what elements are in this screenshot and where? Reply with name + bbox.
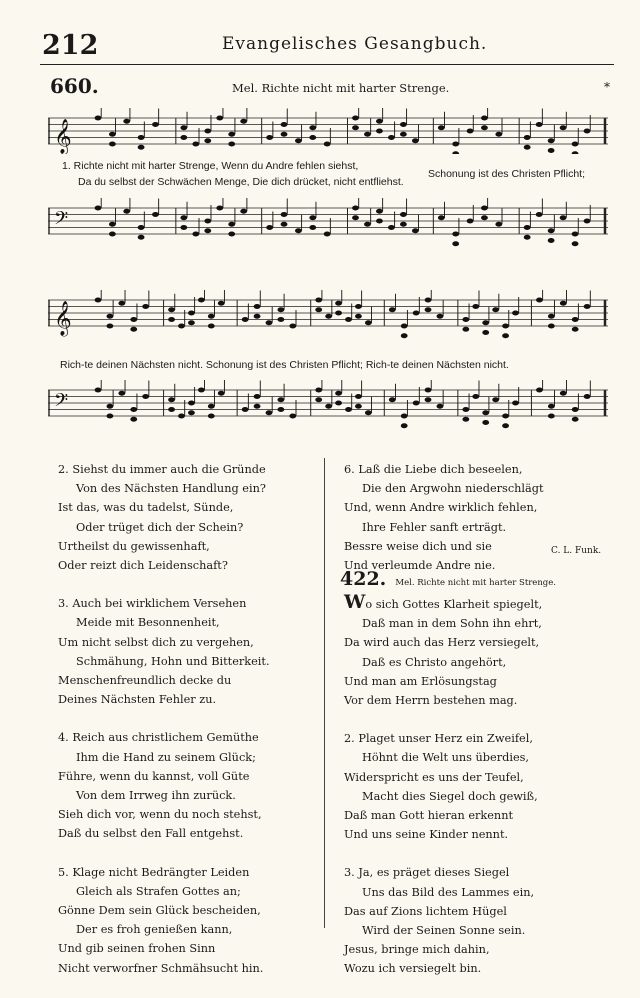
- verse-line: Schmähung, Hohn und Bitterkeit.: [76, 654, 270, 668]
- note-head: [345, 317, 352, 322]
- note-head: [309, 215, 316, 220]
- note-head: [240, 209, 247, 214]
- note-head: [437, 314, 444, 319]
- verse-line: 4. Reich aus christlichem Gemüthe: [58, 731, 259, 745]
- note-head: [180, 125, 187, 130]
- note-head: [107, 414, 114, 419]
- note-head: [482, 410, 489, 415]
- note-head: [324, 142, 331, 147]
- bass-staff-1: [48, 198, 614, 248]
- note-head: [481, 125, 488, 130]
- note-head: [192, 232, 199, 237]
- note-head: [492, 397, 499, 402]
- note-head: [560, 215, 567, 220]
- note-head: [168, 317, 175, 322]
- note-head: [130, 317, 137, 322]
- note-head: [168, 397, 175, 402]
- note-head: [401, 414, 408, 419]
- stanza-4: [58, 728, 318, 843]
- note-head: [438, 215, 445, 220]
- note-head: [208, 324, 215, 329]
- note-head: [180, 135, 187, 140]
- note-head: [502, 423, 509, 428]
- note-head: [502, 324, 509, 329]
- header-rule: [40, 64, 614, 65]
- note-head: [365, 320, 372, 325]
- page-number: 212: [42, 30, 99, 61]
- note-head: [481, 215, 488, 220]
- note-head: [524, 135, 531, 140]
- verse-line: Oder trüget dich der Schein?: [76, 520, 244, 534]
- note-head: [400, 132, 407, 137]
- note-head: [242, 407, 249, 412]
- verse-line: Daß es Christo angehört,: [362, 655, 507, 669]
- note-head: [216, 206, 223, 211]
- note-head: [254, 314, 261, 319]
- verse-line: Meide mit Besonnenheit,: [76, 616, 220, 630]
- note-head: [400, 222, 407, 227]
- note-head: [495, 132, 502, 137]
- note-head: [389, 397, 396, 402]
- verse-line: Macht dies Siegel doch gewiß,: [362, 789, 538, 803]
- note-head: [584, 304, 591, 309]
- melody-note: Mel. Richte nicht mit harter Strenge.: [395, 578, 556, 588]
- verse-line: Und verleumde Andre nie.: [344, 559, 496, 573]
- verse-line: 3. Auch bei wirklichem Versehen: [58, 597, 247, 611]
- note-head: [218, 391, 225, 396]
- treble-clef-icon: 𝄞: [54, 119, 72, 154]
- note-head: [355, 304, 362, 309]
- note-head: [437, 404, 444, 409]
- verse-line: Ist das, was du tadelst, Sünde,: [58, 501, 234, 515]
- note-head: [109, 142, 116, 147]
- note-head: [467, 129, 474, 134]
- note-head: [335, 401, 342, 406]
- note-head: [388, 135, 395, 140]
- note-head: [266, 225, 273, 230]
- note-head: [524, 225, 531, 230]
- note-head: [572, 151, 579, 154]
- verse-line: Und gib seinen frohen Sinn: [58, 942, 216, 956]
- treble-clef-icon: 𝄞: [54, 301, 72, 336]
- stanza-3: [58, 594, 318, 709]
- author-credit: C. L. Funk.: [551, 546, 602, 556]
- note-head: [324, 232, 331, 237]
- running-title: Evangelisches Gesangbuch.: [222, 34, 488, 54]
- note-head: [412, 138, 419, 143]
- note-head: [413, 401, 420, 406]
- drop-cap: W: [344, 591, 366, 613]
- note-head: [109, 222, 116, 227]
- note-head: [142, 304, 149, 309]
- note-head: [524, 145, 531, 150]
- note-head: [123, 209, 130, 214]
- note-head: [548, 314, 555, 319]
- note-head: [495, 222, 502, 227]
- note-head: [364, 222, 371, 227]
- note-head: [228, 142, 235, 147]
- note-head: [355, 314, 362, 319]
- verse-line: Wozu ich versiegelt bin.: [344, 962, 482, 976]
- note-head: [295, 138, 302, 143]
- verse-line: Von des Nächsten Handlung ein?: [76, 482, 266, 496]
- note-head: [412, 228, 419, 233]
- note-head: [216, 116, 223, 121]
- verse-line: Vor dem Herrn bestehen mag.: [344, 694, 518, 708]
- note-head: [242, 317, 249, 322]
- verse-line: Um nicht selbst dich zu vergehen,: [58, 635, 254, 649]
- lyric-line-1: 1. Richte nicht mit harter Strenge, Wenn du Andre fehlen siehst,: [62, 160, 359, 172]
- verse-line: Da wird auch das Herz versiegelt,: [344, 636, 540, 650]
- note-head: [352, 215, 359, 220]
- note-head: [192, 142, 199, 147]
- lyric-line-2: Da du selbst der Schwächen Menge, Die dich drücket, nicht entfliehst.: [78, 176, 404, 188]
- note-head: [365, 410, 372, 415]
- verse-line: Und uns seine Kinder nennt.: [344, 828, 509, 842]
- note-head: [204, 219, 211, 224]
- note-head: [425, 388, 432, 393]
- note-head: [325, 314, 332, 319]
- note-head: [277, 307, 284, 312]
- note-head: [315, 397, 322, 402]
- note-head: [198, 298, 205, 303]
- note-head: [309, 125, 316, 130]
- note-head: [467, 219, 474, 224]
- note-head: [462, 327, 469, 332]
- note-head: [524, 235, 531, 240]
- note-head: [204, 138, 211, 143]
- verse-line: Bessre weise dich und sie: [344, 539, 492, 553]
- note-head: [548, 404, 555, 409]
- note-head: [572, 317, 579, 322]
- note-head: [188, 320, 195, 325]
- note-head: [95, 388, 102, 393]
- verse-line: Oder reizt dich Leidenschaft?: [58, 559, 228, 573]
- verse-line: 3. Ja, es präget dieses Siegel: [344, 866, 510, 880]
- note-head: [254, 304, 261, 309]
- note-head: [376, 209, 383, 214]
- verse-line: Höhnt die Welt uns überdies,: [362, 751, 530, 765]
- note-head: [560, 391, 567, 396]
- note-head: [107, 324, 114, 329]
- note-head: [548, 238, 555, 243]
- verse-line: Die den Argwohn niederschlägt: [362, 482, 544, 496]
- note-head: [572, 327, 579, 332]
- note-head: [266, 410, 273, 415]
- note-head: [254, 404, 261, 409]
- note-head: [502, 333, 509, 338]
- note-head: [335, 311, 342, 316]
- note-head: [376, 129, 383, 134]
- note-head: [130, 407, 137, 412]
- note-head: [452, 151, 459, 154]
- note-head: [180, 215, 187, 220]
- note-head: [152, 122, 159, 127]
- verse-line: Daß du selbst den Fall entgehst.: [58, 827, 244, 841]
- note-head: [425, 397, 432, 402]
- stanza-3: [344, 863, 624, 978]
- note-head: [95, 206, 102, 211]
- note-head: [425, 307, 432, 312]
- note-head: [462, 317, 469, 322]
- note-head: [572, 417, 579, 422]
- note-head: [138, 225, 145, 230]
- stanza-5: [58, 863, 318, 978]
- note-head: [401, 423, 408, 428]
- note-head: [462, 407, 469, 412]
- note-head: [548, 148, 555, 153]
- verse-line: Widerspricht es uns der Teufel,: [344, 770, 524, 784]
- verse-line: 2. Siehst du immer auch die Gründe: [58, 463, 266, 476]
- note-head: [188, 401, 195, 406]
- note-head: [548, 228, 555, 233]
- note-head: [512, 311, 519, 316]
- hymn-422-text: [344, 593, 624, 998]
- stanza-2: [344, 729, 624, 844]
- note-head: [325, 404, 332, 409]
- note-head: [536, 298, 543, 303]
- lyric-line-right: Schonung ist des Christen Pflicht;: [428, 168, 585, 180]
- note-head: [118, 301, 125, 306]
- note-head: [281, 122, 288, 127]
- note-head: [536, 122, 543, 127]
- note-head: [277, 317, 284, 322]
- note-head: [462, 417, 469, 422]
- note-head: [315, 298, 322, 303]
- note-head: [152, 212, 159, 217]
- column-divider: [324, 458, 325, 928]
- melody-note: Mel. Richte nicht mit harter Strenge.: [232, 81, 450, 95]
- note-head: [352, 125, 359, 130]
- note-head: [364, 132, 371, 137]
- hymn-number: 660.: [50, 74, 99, 98]
- verse-line: Daß man in dem Sohn ihn ehrt,: [362, 617, 542, 631]
- verse-line: Nicht verworfner Schmähsucht hin.: [58, 961, 264, 975]
- verse-line: Von dem Irrweg ihn zurück.: [76, 789, 236, 803]
- verse-line: Der es froh genießen kann,: [76, 923, 233, 937]
- verse-line: Deines Nächsten Fehler zu.: [58, 693, 217, 707]
- note-head: [204, 129, 211, 134]
- note-head: [472, 394, 479, 399]
- verse-line: Und man am Erlösungstag: [344, 674, 497, 688]
- note-head: [345, 407, 352, 412]
- note-head: [572, 232, 579, 237]
- note-head: [572, 142, 579, 147]
- note-head: [281, 212, 288, 217]
- note-head: [289, 414, 296, 419]
- note-head: [309, 135, 316, 140]
- note-head: [277, 397, 284, 402]
- note-head: [107, 314, 114, 319]
- verse-line: Wird der Seinen Sonne sein.: [362, 924, 526, 938]
- note-head: [389, 307, 396, 312]
- stanza-2: [58, 460, 318, 575]
- note-head: [123, 119, 130, 124]
- note-head: [355, 394, 362, 399]
- note-head: [376, 219, 383, 224]
- note-head: [560, 125, 567, 130]
- verse-line: Und, wenn Andre wirklich fehlen,: [344, 501, 538, 515]
- verse-line: Urtheilst du gewissenhaft,: [58, 539, 210, 553]
- note-head: [266, 135, 273, 140]
- note-head: [388, 225, 395, 230]
- note-head: [401, 324, 408, 329]
- note-head: [168, 307, 175, 312]
- note-head: [309, 225, 316, 230]
- note-head: [400, 122, 407, 127]
- note-head: [228, 232, 235, 237]
- note-head: [482, 320, 489, 325]
- note-head: [512, 401, 519, 406]
- note-head: [138, 145, 145, 150]
- note-head: [438, 125, 445, 130]
- verse-line: Wo sich Gottes Klarheit spiegelt,: [344, 591, 543, 613]
- verse-line: Führe, wenn du kannst, voll Güte: [58, 769, 250, 783]
- note-head: [413, 311, 420, 316]
- note-head: [95, 116, 102, 121]
- note-head: [142, 394, 149, 399]
- verse-line: 6. Laß die Liebe dich beseelen,: [344, 463, 523, 476]
- verse-line: Gleich als Strafen Gottes an;: [76, 884, 241, 898]
- verse-line: Ihm die Hand zu seinem Glück;: [76, 750, 256, 764]
- note-head: [315, 307, 322, 312]
- note-head: [109, 232, 116, 237]
- note-head: [204, 228, 211, 233]
- note-head: [198, 388, 205, 393]
- note-head: [315, 388, 322, 393]
- note-head: [218, 301, 225, 306]
- stanza-6: [344, 460, 624, 575]
- note-head: [109, 132, 116, 137]
- note-head: [355, 404, 362, 409]
- note-head: [482, 330, 489, 335]
- note-head: [376, 119, 383, 124]
- note-head: [95, 298, 102, 303]
- asterisk-mark: *: [604, 80, 610, 94]
- note-head: [352, 116, 359, 121]
- bass-staff-2: [48, 380, 614, 430]
- verse-line: Das auf Zions lichtem Hügel: [344, 904, 507, 918]
- note-head: [281, 222, 288, 227]
- verse-line: Gönne Dem sein Glück bescheiden,: [58, 904, 261, 918]
- note-head: [401, 333, 408, 338]
- verse-line: Menschenfreundlich decke du: [58, 674, 232, 688]
- treble-staff-2: [48, 290, 614, 340]
- note-head: [228, 222, 235, 227]
- note-head: [335, 301, 342, 306]
- lyric-line-3: Rich-te deinen Nächsten nicht. Schonung ist des Christen Pflicht; Rich-te deinen Nächsten nicht.: [60, 359, 509, 371]
- note-head: [452, 241, 459, 246]
- note-head: [481, 206, 488, 211]
- verse-line: Sieh dich vor, wenn du noch stehst,: [58, 808, 262, 822]
- note-head: [584, 219, 591, 224]
- note-head: [481, 116, 488, 121]
- left-column: [58, 460, 318, 997]
- note-head: [560, 301, 567, 306]
- note-head: [492, 307, 499, 312]
- note-head: [266, 320, 273, 325]
- note-head: [138, 235, 145, 240]
- note-head: [536, 388, 543, 393]
- note-head: [118, 391, 125, 396]
- note-head: [130, 327, 137, 332]
- note-head: [335, 391, 342, 396]
- hymn-number: 422.: [340, 568, 387, 590]
- note-head: [572, 241, 579, 246]
- note-head: [208, 404, 215, 409]
- note-head: [548, 138, 555, 143]
- note-head: [228, 132, 235, 137]
- note-head: [178, 324, 185, 329]
- note-head: [107, 404, 114, 409]
- stanza-1: [344, 593, 624, 710]
- verse-line: Uns das Bild des Lammes ein,: [362, 885, 535, 899]
- note-head: [281, 132, 288, 137]
- note-head: [452, 142, 459, 147]
- note-head: [452, 232, 459, 237]
- note-head: [502, 414, 509, 419]
- verse-line: 2. Plaget unser Herz ein Zweifel,: [344, 732, 533, 746]
- bass-clef-icon: 𝄢: [54, 208, 69, 234]
- verse-line: Jesus, bringe mich dahin,: [344, 943, 490, 957]
- note-head: [572, 407, 579, 412]
- note-head: [295, 228, 302, 233]
- note-head: [548, 324, 555, 329]
- note-head: [208, 314, 215, 319]
- verse-line: 5. Klage nicht Bedrängter Leiden: [58, 865, 250, 879]
- note-head: [584, 394, 591, 399]
- bass-clef-icon: 𝄢: [54, 390, 69, 416]
- verse-line: Ihre Fehler sanft erträgt.: [362, 520, 507, 534]
- note-head: [548, 414, 555, 419]
- note-head: [482, 420, 489, 425]
- note-head: [472, 304, 479, 309]
- note-head: [178, 414, 185, 419]
- note-head: [240, 119, 247, 124]
- note-head: [188, 410, 195, 415]
- note-head: [138, 135, 145, 140]
- note-head: [130, 417, 137, 422]
- note-head: [188, 311, 195, 316]
- note-head: [289, 324, 296, 329]
- treble-staff-1: [48, 108, 614, 154]
- note-head: [425, 298, 432, 303]
- note-head: [180, 225, 187, 230]
- verse-line: Daß man Gott hieran erkennt: [344, 809, 514, 823]
- note-head: [254, 394, 261, 399]
- note-head: [352, 206, 359, 211]
- note-head: [584, 129, 591, 134]
- note-head: [168, 407, 175, 412]
- note-head: [208, 414, 215, 419]
- note-head: [536, 212, 543, 217]
- hymn-422-heading: [340, 568, 556, 590]
- note-head: [277, 407, 284, 412]
- note-head: [400, 212, 407, 217]
